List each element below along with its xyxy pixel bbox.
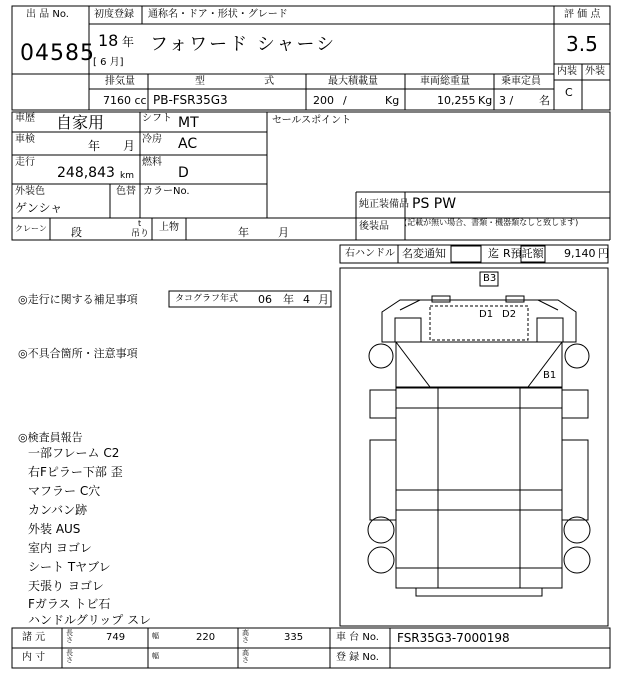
upper-year: 年 [238,226,249,239]
mileage-unit: km [120,171,134,181]
factory-equip-label: 純正装備品 [359,199,409,210]
report-line: マフラー C穴 [28,484,101,498]
lot-no-label: 出 品 No. [26,9,69,20]
length: 749 [106,632,126,643]
first-reg-label: 初度登録 [94,9,134,20]
max-load-sep: / [343,94,347,107]
exterior-label: 外装 [585,66,605,77]
reg-year-unit: 年 [122,35,135,49]
height-label: 高さ [242,629,249,644]
interior-label: 内装 [557,66,577,77]
int-height-label: 高さ [242,649,249,664]
color-code-label: カラーNo. [143,186,190,197]
driving-notes-label: ◎走行に関する補足事項 [18,293,138,306]
gross-weight-label: 車両総重量 [420,76,470,87]
int-length-label: 長さ [66,649,73,664]
model-label: 型 式 [195,76,303,87]
crane-ton: t [138,219,142,228]
mileage: 248,843 [57,165,115,181]
inspection-month: 月 [123,139,136,153]
ext-color-label: 外装色 [15,186,45,197]
report-line: 右Fピラー下部 歪 [28,465,123,479]
tacho-year-unit: 年 [283,293,294,306]
displacement: 7160 cc [103,94,147,107]
capacity-unit: 名 [539,94,550,107]
reg-month: [ 6 月] [93,57,124,68]
fuel: D [178,165,189,181]
interior-dims-label: 内 寸 [22,652,46,663]
report-line: シート Tヤブレ [28,560,111,574]
int-width-label: 幅 [152,652,159,660]
report-line: 一部フレーム C2 [28,446,120,460]
diagram-b1: B1 [543,370,557,381]
ac: AC [178,136,198,152]
history: 自家用 [56,113,105,132]
recycle-unit: 円 [598,247,609,260]
score-label: 評 価 点 [564,9,601,20]
recycle-amount: 9,140 [564,247,596,260]
crane-lift: 吊り [131,229,150,239]
upper-label: 上物 [159,222,179,233]
ac-label: 冷房 [142,134,162,145]
name-change: 名変通知 [402,247,446,260]
crane-stage: 段 [71,226,82,239]
model-code: PB-FSR35G3 [153,93,228,107]
max-load-label: 最大積載量 [328,76,378,87]
score: 3.5 [566,32,598,56]
until: 迄 [488,247,499,260]
tacho-month-unit: 月 [318,293,329,306]
chassis-no: FSR35G3-7000198 [397,631,510,645]
aftermarket-note: (記載が無い場合、書類・機器類なしと致します) [404,218,579,227]
width-label: 幅 [152,632,159,640]
tachograph-label: タコグラフ年式 [175,294,239,304]
capacity: 3 / [499,94,514,107]
sales-point-label: セールスポイント [272,115,352,126]
shift-label: シフト [142,113,172,124]
model-name: フォワード シャーシ [150,34,337,55]
name-label: 通称名・ドア・形状・グレード [148,9,288,20]
diagram-d2: D2 [502,309,517,320]
color-change-label: 色替 [116,186,136,197]
shift: MT [178,115,199,131]
reg-no-label: 登 録 No. [336,652,379,663]
diagram-d1: D1 [479,309,494,320]
fuel-label: 燃料 [142,157,162,168]
length-label: 長さ [66,629,73,644]
report-line: 室内 ヨゴレ [28,541,92,555]
upper-month: 月 [278,226,289,239]
recycle-label: R預託額 [503,247,544,260]
max-load: 200 [313,94,334,107]
crane-label: クレーン [15,224,47,233]
report-line: カンバン跡 [28,503,88,517]
width: 220 [196,632,216,643]
report-line: 外装 AUS [28,522,81,536]
right-hand: 右ハンドル [345,248,395,259]
mileage-label: 走行 [15,157,35,168]
height: 335 [284,632,304,643]
tacho-month: 4 [303,293,310,306]
gross-weight-unit: Kg [478,94,493,107]
tacho-year: 06 [258,293,272,306]
report-line: 天張り ヨゴレ [28,579,104,593]
dims-label: 諸 元 [22,632,46,643]
ext-color: ゲンシャ [15,201,63,215]
history-label: 車歴 [15,113,35,124]
inspection-label: 車検 [15,134,35,145]
report-line: Fガラス トビ石 [28,597,111,611]
inspector-report-label: ◎検査員報告 [18,431,83,444]
diagram-b3: B3 [483,273,497,284]
capacity-label: 乗車定員 [501,76,541,87]
chassis-label: 車 台 No. [336,632,379,643]
factory-equip: PS PW [412,196,457,212]
defects-label: ◎不具合箇所・注意事項 [18,347,138,360]
max-load-unit: Kg [385,94,400,107]
inspection-year: 年 [88,139,101,153]
lot-no: 04585 [20,41,95,66]
displacement-label: 排気量 [105,76,135,87]
interior-grade: C [565,86,573,99]
aftermarket-label: 後装品 [359,221,389,232]
reg-year: 18 [98,31,119,50]
gross-weight: 10,255 [437,94,476,107]
report-line: ハンドルグリップ スレ [28,613,152,627]
